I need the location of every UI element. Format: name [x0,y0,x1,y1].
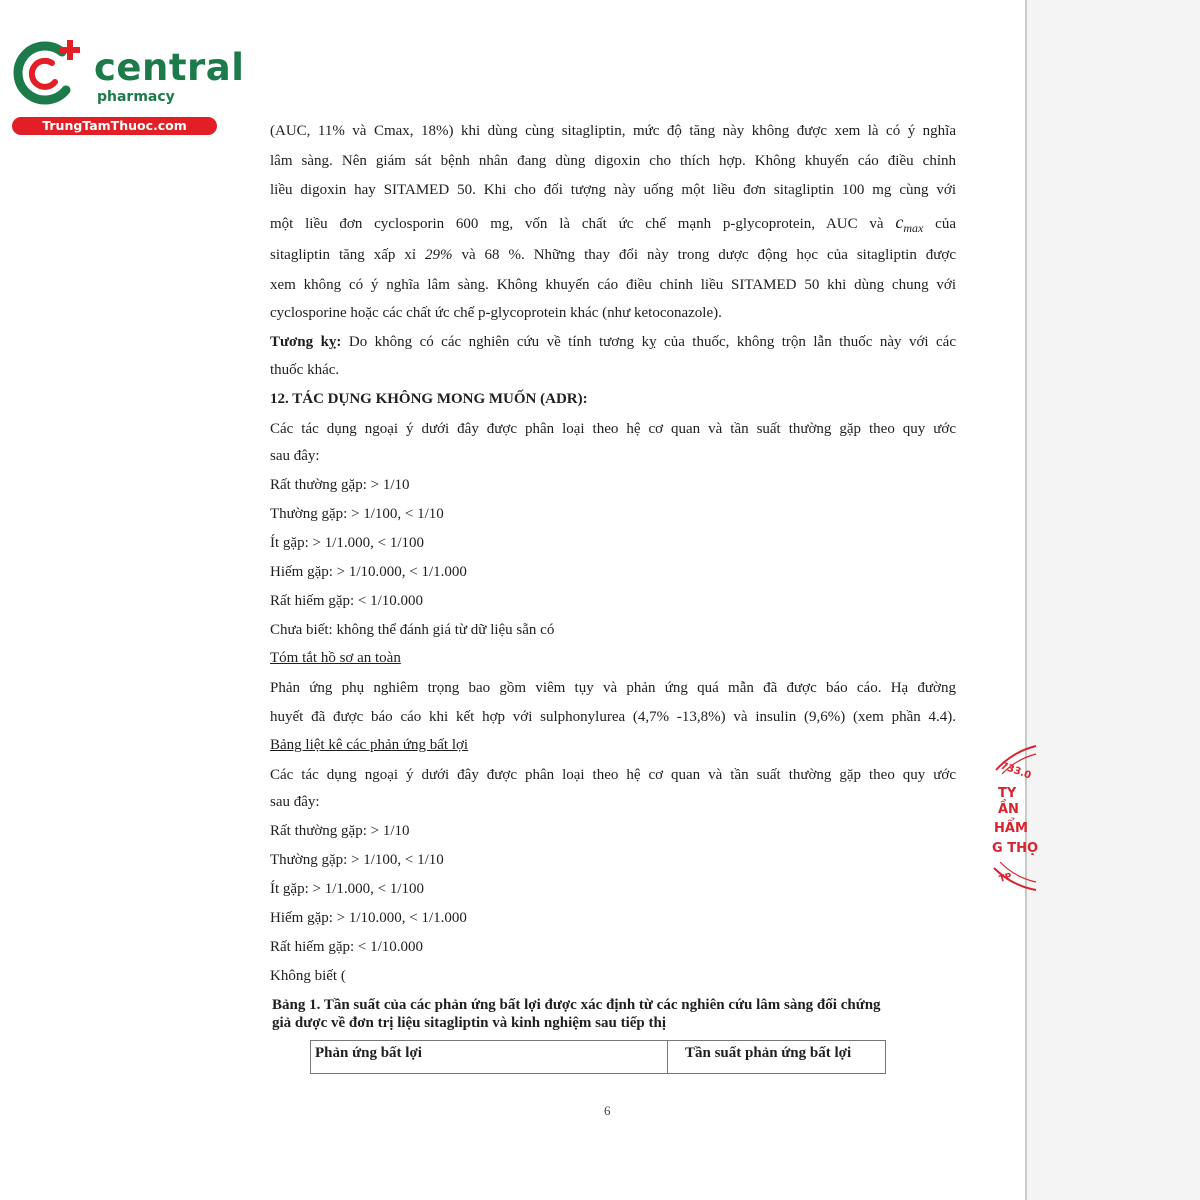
frequency-item: Hiếm gặp: > 1/10.000, < 1/1.000 [270,564,467,580]
body-line: lâm sàng. Nên giám sát bệnh nhân đang dùng digoxin cho thích hợp. Không khuyến cáo điều chỉnh [270,153,956,169]
body-text: của [923,216,956,232]
frequency-item: Rất hiếm gặp: < 1/10.000 [270,939,424,955]
frequency-item: Rất hiếm gặp: < 1/10.000 [270,593,424,609]
frequency-item: Không biết ( [270,968,346,984]
body-text: và 68 %. Những thay đổi này trong dược động học của sitagliptin được [452,247,956,263]
body-line: xem không có ý nghĩa lâm sàng. Không khuyến cáo điều chỉnh liều SITAMED 50 khi dùng chung với [270,277,956,293]
logo-subtitle: pharmacy [97,89,175,105]
body-line: liều digoxin hay SITAMED 50. Khi cho đối tượng này uống một liều đơn sitagliptin 100 mg cùng với [270,182,956,198]
body-line: cyclosporine hoặc các chất ức chế p-glycoprotein khác (như ketoconazole). [270,305,722,321]
adverse-reactions-table [310,1040,886,1074]
body-text: Do không có các nghiên cứu về tính tương kỵ của thuốc, không trộn lẫn thuốc này với các [341,334,956,350]
subsection-heading: Tóm tắt hồ sơ an toàn [270,650,401,666]
body-line: huyết đã được báo cáo khi kết hợp với sulphonylurea (4,7% -13,8%) và insulin (9,6%) (xem phần 4.4). [270,709,956,725]
central-logo-icon [10,38,88,110]
body-line: Các tác dụng ngoại ý dưới đây được phân loại theo hệ cơ quan và tần suất thường gặp theo quy ước [270,767,956,783]
body-line: (AUC, 11% và Cmax, 18%) khi dùng cùng sitagliptin, mức độ tăng này không được xem là có ý nghĩa [270,123,956,139]
table-divider [667,1041,668,1073]
page-edge-shadow [1027,0,1200,1200]
frequency-item: Thường gặp: > 1/100, < 1/10 [270,852,444,868]
table-caption: giả dược về đơn trị liệu sitagliptin và kinh nghiệm sau tiếp thị [272,1015,667,1031]
incompatibility-label: Tương kỵ: [270,334,342,350]
table-caption: Bảng 1. Tần suất của các phản ứng bất lợi được xác định từ các nghiên cứu lâm sàng đối chứng [272,997,881,1013]
logo-url-link[interactable]: TrungTamThuoc.com [12,117,217,135]
body-line: Phản ứng phụ nghiêm trọng bao gồm viêm tụy và phản ứng quá mẫn đã được báo cáo. Hạ đường [270,680,956,696]
central-pharmacy-logo[interactable] [8,38,245,138]
body-line [270,212,956,238]
stamp-text: 733.0 [998,760,1033,782]
frequency-item: Hiếm gặp: > 1/10.000, < 1/1.000 [270,910,467,926]
stamp-text: HẨM [994,821,1028,836]
stamp-text: ẦN [998,802,1019,817]
body-line: sau đây: [270,794,320,810]
italic-value: 29% [424,247,453,263]
stamp-text: TP [998,871,1014,885]
table-header-reaction: Phản ứng bất lợi [315,1045,422,1061]
frequency-item: Rất thường gặp: > 1/10 [270,477,410,493]
body-text: một liều đơn cyclosporin 600 mg, vốn là chất ức chế mạnh p-glycoprotein, AUC và [270,216,896,232]
stamp-text: G THỌ [992,841,1038,856]
body-line: sau đây: [270,448,320,464]
subsection-heading: Bảng liệt kê các phản ứng bất lợi [270,737,469,753]
cmax-symbol: c [895,212,904,232]
frequency-item: Chưa biết: không thể đánh giá từ dữ liệu sẵn có [270,622,555,638]
body-line: thuốc khác. [270,362,340,378]
body-line: Các tác dụng ngoại ý dưới đây được phân loại theo hệ cơ quan và tần suất thường gặp theo quy ước [270,421,956,437]
page-number: 6 [604,1103,611,1118]
section-heading: 12. TÁC DỤNG KHÔNG MONG MUỐN (ADR): [270,391,588,407]
incompatibility-line [270,332,956,352]
page-edge [1025,0,1027,1200]
logo-name: central [94,46,245,89]
stamp-text: TY [998,786,1017,801]
body-line [270,245,956,265]
body-text: sitagliptin tăng xấp xỉ [270,247,425,263]
frequency-item: Rất thường gặp: > 1/10 [270,823,410,839]
company-stamp [978,740,1038,900]
cmax-subscript: max [903,221,924,235]
frequency-item: Thường gặp: > 1/100, < 1/10 [270,506,444,522]
table-header-frequency: Tần suất phản ứng bất lợi [685,1045,852,1061]
frequency-item: Ít gặp: > 1/1.000, < 1/100 [270,881,424,897]
frequency-item: Ít gặp: > 1/1.000, < 1/100 [270,535,424,551]
